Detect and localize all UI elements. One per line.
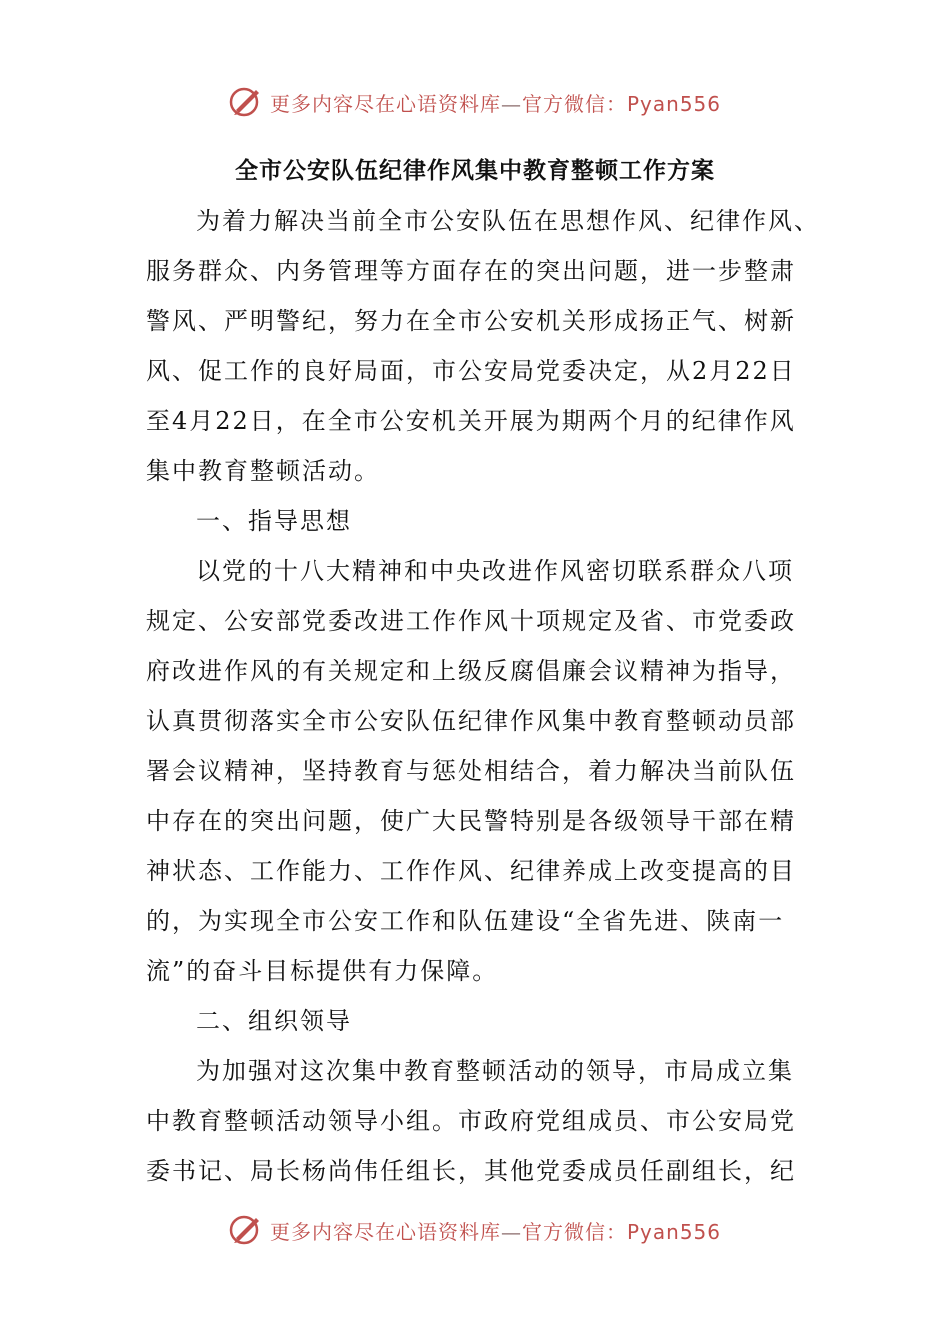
paragraph-line: 警风、严明警纪，努力在全市公安机关形成扬正气、树新 <box>146 307 796 335</box>
section-heading: 一、指导思想 <box>196 507 352 535</box>
document-title: 全市公安队伍纪律作风集中教育整顿工作方案 <box>235 158 715 184</box>
paragraph-line: 集中教育整顿活动。 <box>146 457 380 485</box>
paragraph-line: 流”的奋斗目标提供有力保障。 <box>146 957 499 985</box>
watermark-label: 官方微信： <box>522 91 627 116</box>
watermark-text <box>270 88 721 117</box>
paragraph-line: 的，为实现全市公安工作和队伍建设“全省先进、陕南一 <box>146 907 785 935</box>
paragraph-line: 署会议精神，坚持教育与惩处相结合，着力解决当前队伍 <box>146 757 796 785</box>
paragraph-line: 为着力解决当前全市公安队伍在思想作风、纪律作风、 <box>196 207 820 235</box>
paragraph-line: 以党的十八大精神和中央改进作风密切联系群众八项 <box>196 557 794 585</box>
paragraph-line: 神状态、工作能力、工作作风、纪律养成上改变提高的目 <box>146 857 796 885</box>
section-heading: 二、组织领导 <box>196 1007 352 1035</box>
watermark-label: 官方微信： <box>522 1219 627 1244</box>
watermark-id: Pyan556 <box>627 1219 722 1244</box>
paragraph-line: 为加强对这次集中教育整顿活动的领导，市局成立集 <box>196 1057 794 1085</box>
watermark-dash: — <box>501 1219 522 1244</box>
watermark-header <box>228 82 748 122</box>
paragraph-line: 中教育整顿活动领导小组。市政府党组成员、市公安局党 <box>146 1107 796 1135</box>
paragraph-line: 中存在的突出问题，使广大民警特别是各级领导干部在精 <box>146 807 796 835</box>
watermark-brand: 更多内容尽在心语资料库 <box>270 91 501 116</box>
paragraph-line: 至4月22日，在全市公安机关开展为期两个月的纪律作风 <box>146 407 796 435</box>
document-body <box>146 196 820 1196</box>
watermark-footer <box>228 1210 748 1250</box>
paragraph-line: 服务群众、内务管理等方面存在的突出问题，进一步整肃 <box>146 257 796 285</box>
paragraph-line: 府改进作风的有关规定和上级反腐倡廉会议精神为指导， <box>146 657 796 685</box>
pen-logo-icon <box>228 1212 264 1248</box>
pen-logo-icon <box>228 84 264 120</box>
paragraph-line: 委书记、局长杨尚伟任组长，其他党委成员任副组长，纪 <box>146 1157 796 1185</box>
paragraph-line: 认真贯彻落实全市公安队伍纪律作风集中教育整顿动员部 <box>146 707 796 735</box>
watermark-text <box>270 1216 721 1245</box>
paragraph-line: 风、促工作的良好局面，市公安局党委决定，从2月22日 <box>146 357 796 385</box>
paragraph-line: 规定、公安部党委改进工作作风十项规定及省、市党委政 <box>146 607 796 635</box>
watermark-id: Pyan556 <box>627 91 722 116</box>
watermark-dash: — <box>501 91 522 116</box>
watermark-brand: 更多内容尽在心语资料库 <box>270 1219 501 1244</box>
